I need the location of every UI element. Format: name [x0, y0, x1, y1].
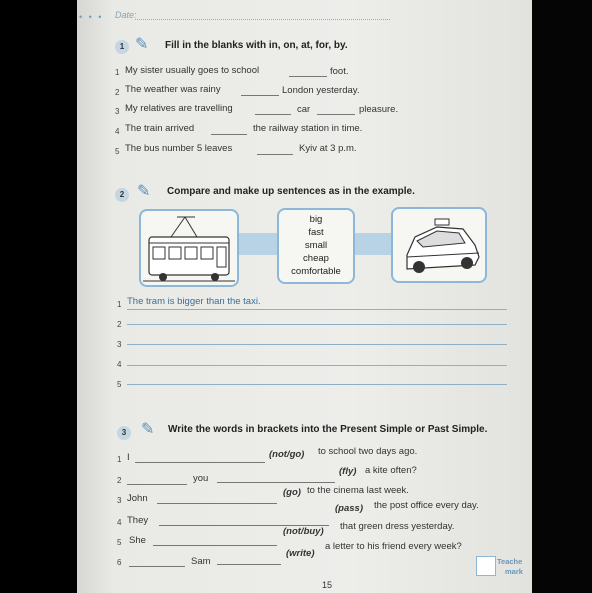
exercise-2-title: Compare and make up sentences as in the example. [167, 186, 415, 197]
subject: They [127, 515, 149, 526]
answer-blank[interactable] [289, 76, 327, 77]
example-sentence: The tram is bigger than the taxi. [127, 296, 261, 307]
teacher-label-line1: Teache [497, 557, 523, 566]
sentence-end: a letter to his friend every week? [325, 541, 462, 552]
answer-blank[interactable] [153, 545, 277, 546]
answer-blank[interactable] [127, 484, 187, 485]
taxi-picture [391, 207, 487, 283]
date-label: Date: [115, 10, 137, 20]
exercise-3-number: 3 [117, 426, 131, 440]
item-number: 5 [117, 538, 122, 547]
corner-dots: • • • [79, 12, 104, 22]
sentence-start: The train arrived [125, 123, 195, 134]
exercise-1-title: Fill in the blanks with in, on, at, for, by. [165, 40, 348, 51]
tram-picture [139, 209, 239, 287]
subject: John [127, 493, 148, 504]
sentence-end: the post office every day. [374, 500, 479, 511]
subject: Sam [191, 556, 211, 567]
word-item: small [304, 240, 328, 251]
writing-line[interactable] [127, 365, 507, 366]
date-line[interactable] [135, 19, 390, 20]
word-item: comfortable [291, 266, 341, 277]
answer-blank[interactable] [255, 114, 291, 115]
writing-line[interactable] [127, 324, 507, 325]
sentence-end: foot. [330, 66, 349, 77]
exercise-2-number: 2 [115, 188, 129, 202]
sentence-start: The weather was rainy [125, 84, 221, 95]
writing-line[interactable] [127, 344, 507, 345]
item-number: 3 [115, 107, 120, 116]
sentence-end: the railway station in time. [253, 123, 363, 134]
word-list [279, 213, 353, 278]
sentence-end: to school two days ago. [318, 446, 418, 457]
taxi-icon [393, 209, 485, 281]
teacher-mark-label [497, 557, 523, 577]
answer-blank[interactable] [135, 462, 265, 463]
sentence-end: Kyiv at 3 p.m. [299, 143, 357, 154]
sentence-middle: car [297, 104, 311, 115]
line-number: 5 [117, 380, 122, 389]
item-number: 6 [117, 558, 122, 567]
exercise-1-number: 1 [115, 40, 129, 54]
tram-icon [141, 211, 237, 285]
subject: I [127, 452, 130, 463]
pencil-icon: ✎ [137, 183, 151, 200]
verb-prompt: (fly) [339, 466, 357, 477]
subject: She [129, 535, 146, 546]
page-number: 15 [322, 580, 333, 590]
word-item: big [309, 214, 323, 225]
item-number: 5 [115, 147, 120, 156]
item-number: 1 [117, 455, 122, 464]
sentence-end: London yesterday. [282, 85, 360, 96]
item-number: 4 [117, 518, 122, 527]
word-item: fast [308, 227, 324, 238]
sentence-end: a kite often? [365, 465, 417, 476]
item-number: 4 [115, 127, 120, 136]
workbook-page [77, 0, 532, 593]
item-number: 2 [117, 476, 122, 485]
sentence-end: pleasure. [359, 104, 399, 115]
sentence-end: that green dress yesterday. [340, 521, 455, 532]
pencil-icon: ✎ [141, 421, 155, 438]
answer-blank[interactable] [129, 566, 185, 567]
verb-prompt: (pass) [335, 503, 363, 514]
pencil-icon: ✎ [135, 36, 149, 53]
exercise-3-title: Write the words in brackets into the Present Simple or Past Simple. [168, 424, 488, 435]
sentence-start: My relatives are travelling [125, 103, 233, 114]
verb-prompt: (go) [283, 487, 301, 498]
subject: you [193, 473, 209, 484]
item-number: 3 [117, 496, 122, 505]
line-number: 1 [117, 300, 122, 309]
answer-blank[interactable] [217, 482, 335, 483]
sentence-start: The bus number 5 leaves [125, 143, 233, 154]
teacher-mark-box[interactable] [476, 556, 496, 576]
item-number: 1 [115, 68, 120, 77]
word-box [277, 208, 355, 284]
verb-prompt: (not/go) [269, 449, 305, 460]
writing-line[interactable] [127, 384, 507, 385]
line-number: 4 [117, 360, 122, 369]
verb-prompt: (not/buy) [283, 526, 324, 537]
teacher-label-line2: mark [505, 567, 523, 576]
answer-blank[interactable] [217, 564, 281, 565]
answer-blank[interactable] [241, 95, 279, 96]
item-number: 2 [115, 88, 120, 97]
verb-prompt: (write) [286, 548, 315, 559]
answer-blank[interactable] [257, 154, 293, 155]
answer-blank[interactable] [211, 134, 247, 135]
word-item: cheap [303, 253, 329, 264]
answer-blank[interactable] [157, 503, 277, 504]
line-number: 2 [117, 320, 122, 329]
line-number: 3 [117, 340, 122, 349]
answer-blank[interactable] [317, 114, 355, 115]
sentence-end: to the cinema last week. [307, 485, 409, 496]
writing-line[interactable] [127, 309, 507, 310]
sentence-start: My sister usually goes to school [125, 65, 260, 76]
dark-margin [532, 0, 592, 593]
